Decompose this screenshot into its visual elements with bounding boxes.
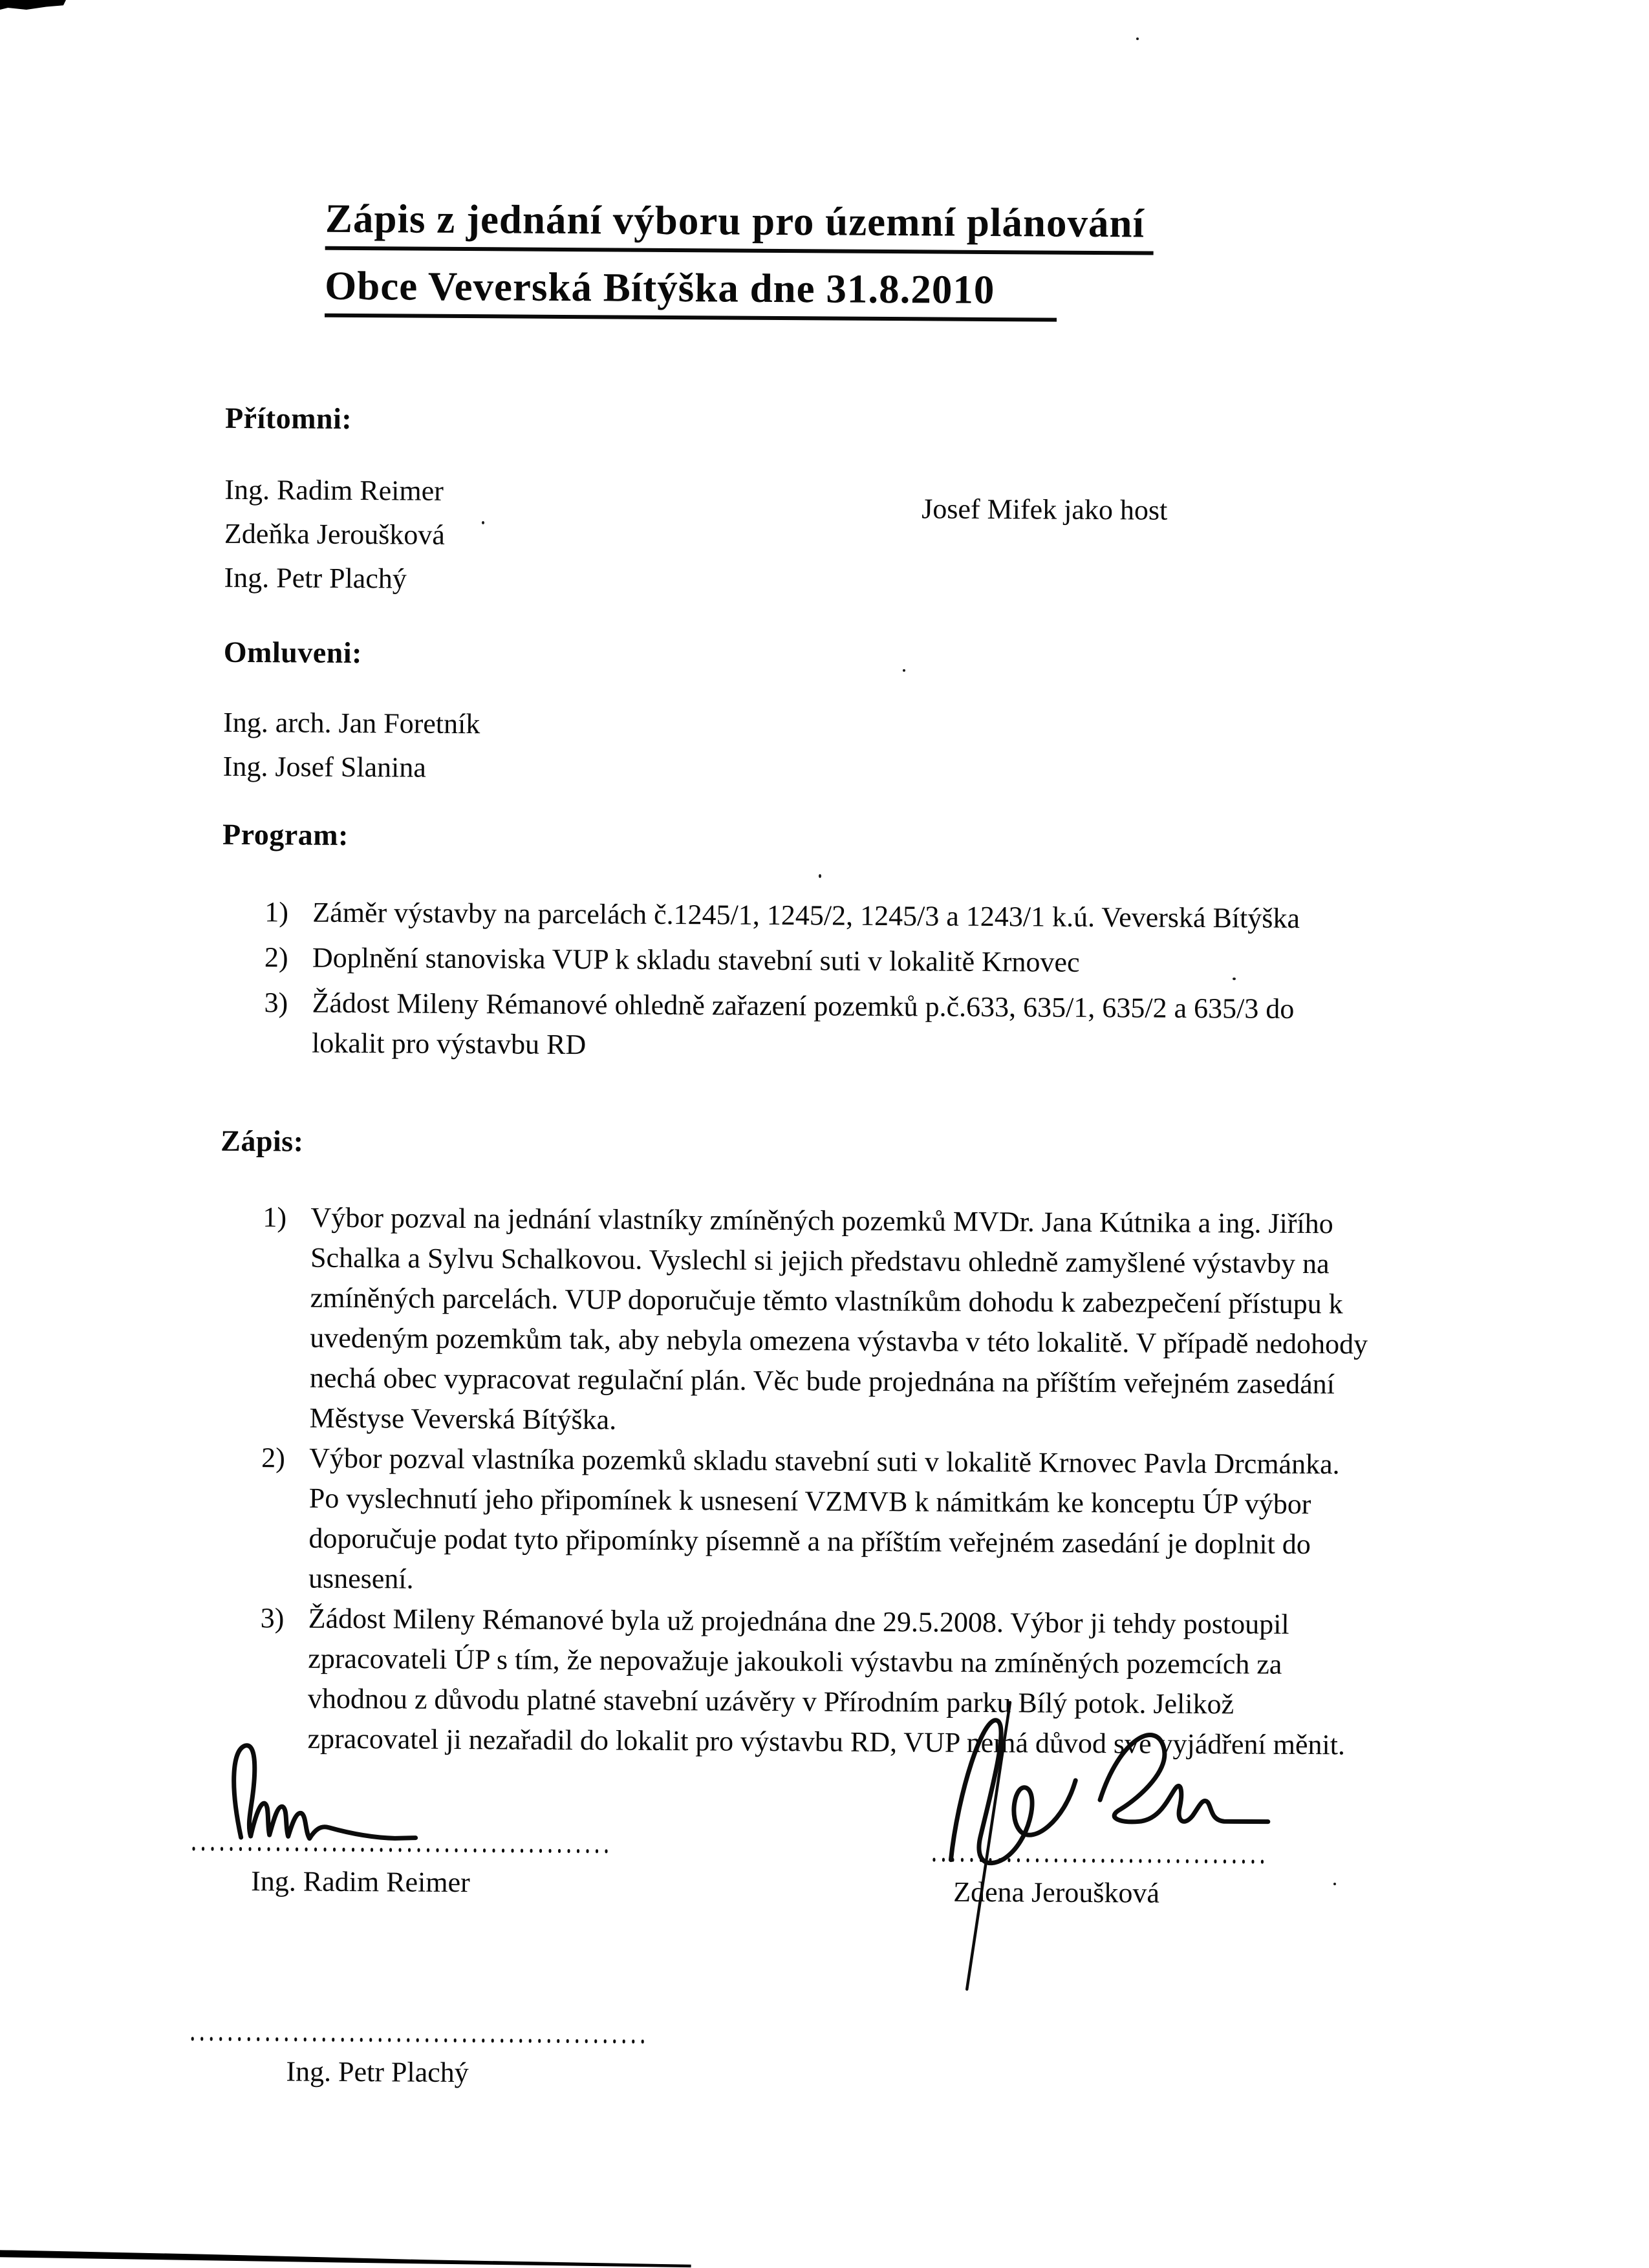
scan-speck [1136,37,1139,40]
program-item [264,937,1373,984]
minutes-item-text: Výbor pozval vlastníka pozemků skladu stavební suti v lokalitě Krnovec Pavla Drcmánka. Po vyslechnutí jeho připomínek k usnesení VZMVB k námitkám ke konceptu ÚP výbor doporučuje podat tyto připomínky písemně a na příštím veřejném zasedání je doplnit do usnesení. [308,1442,1340,1595]
attendee-name: Ing. Petr Plachý [224,561,407,595]
title-line-2: Obce Veverská Bítýška dne 31.8.2010 [325,261,1057,322]
list-marker: 3) [260,1602,285,1634]
signature-name-left: Ing. Radim Reimer [251,1865,470,1899]
attendee-name: Zdeňka Jeroušková [224,517,446,551]
program-item-text: Záměr výstavby na parcelách č.1245/1, 1245/2, 1245/3 a 1243/1 k.ú. Veverská Bítýška [312,896,1300,934]
program-item [264,892,1373,939]
excused-name: Ing. arch. Jan Foretník [223,706,480,740]
program-list [264,892,1374,1075]
scan-speck [482,521,484,524]
program-heading: Program: [222,817,349,851]
list-marker: 1) [263,1201,287,1234]
signature-dotted-line-left [189,1845,609,1855]
attendee-name: Ing. Radim Reimer [224,473,444,507]
scan-speck [903,669,905,672]
signature-dotted-line-bottom [188,2035,645,2045]
signature-handwriting-left [222,1739,455,1854]
excused-heading: Omluveni: [223,635,363,670]
signature-name-bottom: Ing. Petr Plachý [286,2055,469,2089]
signature-name-right: Zdena Jeroušková [953,1876,1160,1909]
minutes-item [261,1438,1370,1605]
guest-name: Josef Mifek jako host [921,493,1168,526]
excused-list [223,701,480,790]
program-item [264,983,1373,1069]
document-title [325,193,1154,323]
minutes-heading: Zápis: [221,1124,304,1158]
scan-speck [1333,1883,1336,1885]
list-marker: 2) [264,941,288,974]
title-line-1: Zápis z jednání výboru pro územní plánování [325,193,1154,255]
signature-handwriting-right [905,1696,1282,2003]
program-item-text: Žádost Mileny Rémanové ohledně zařazení pozemků p.č.633, 635/1, 635/2 a 635/3 do lokalit pro výstavbu RD [312,987,1295,1061]
list-marker: 3) [264,987,288,1019]
minutes-list [259,1197,1371,1765]
minutes-item [261,1197,1371,1444]
list-marker: 1) [264,896,289,928]
scan-speck [1233,978,1236,980]
minutes-item-text: Výbor pozval na jednání vlastníky zmíněných pozemků MVDr. Jana Kútnika a ing. Jiřího Schalka a Sylvu Schalkovou. Vyslechl si jejich představu ohledně zamyšlené výstavby na zmíněných parcelách. VUP doporučuje těmto vlastníkům dohodu k zabezpečení přístupu k uvedeným pozemkům tak, aby nebyla omezena výstavba v této lokalitě. V případě nedohody nechá obec vypracovat regulační plán. Věc bude projednána na příštím veřejném zasedání Městyse Veverská Bítýška. [309,1201,1368,1436]
program-item-text: Doplnění stanoviska VUP k skladu stavební suti v lokalitě Krnovec [312,941,1080,978]
excused-name: Ing. Josef Slanina [222,750,426,784]
minutes-item-text: Žádost Mileny Rémanové byla už projednána dne 29.5.2008. Výbor ji tehdy postoupil zpracovateli ÚP s tím, že nepovažuje jakoukoli výstavbu na zmíněných pozemcích za vhodnou z důvodu platné stavební uzávěry v Přírodním parku Bílý potok. Jelikož zpracovatel ji nezařadil do lokalit pro výstavbu RD, VUP nemá důvod své vyjádření měnit. [307,1602,1346,1761]
list-marker: 2) [261,1442,286,1474]
attendance-heading: Přítomni: [224,401,352,435]
scan-speck [819,874,821,878]
attendee-list [224,468,445,601]
